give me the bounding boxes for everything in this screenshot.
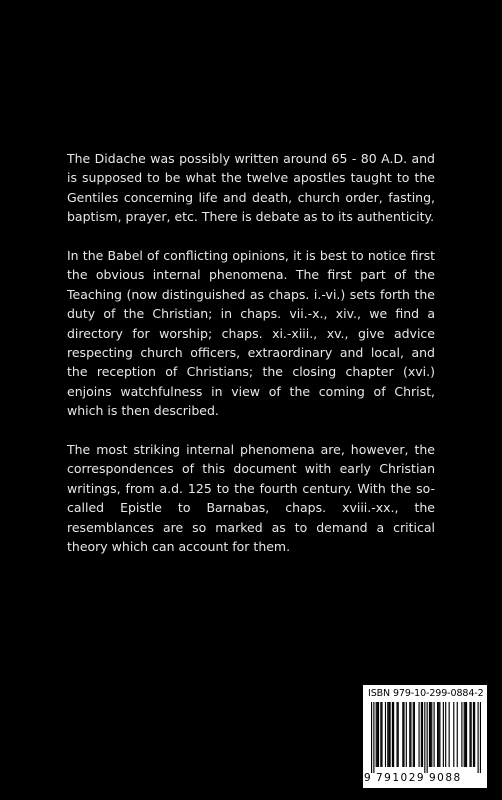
barcode-bar (413, 702, 414, 767)
barcode-bar (439, 702, 440, 767)
barcode-bar (430, 702, 431, 767)
barcode-bar (422, 702, 423, 767)
barcode-bar (445, 702, 446, 767)
barcode-digits-right: 9088 (429, 772, 462, 784)
barcode-bar (461, 702, 462, 767)
blurb-text (67, 149, 435, 576)
barcode-bar (464, 702, 465, 767)
barcode-bar (381, 702, 382, 767)
barcode-bar (478, 702, 479, 773)
barcode-bar (469, 702, 470, 767)
barcode-digits-left: 791029 (376, 772, 426, 784)
barcode-bar (427, 702, 428, 773)
barcode-bar (376, 702, 377, 767)
barcode-bar (437, 702, 438, 767)
barcode-bar (406, 702, 407, 767)
barcode-bar (465, 702, 466, 767)
barcode-bar (398, 702, 399, 767)
barcode-bar (418, 702, 419, 767)
barcode-bar (434, 702, 435, 767)
blurb-paragraph-2: In the Babel of conflicting opinions, it is best to notice first the obvious internal phenomena. The first part of the Teaching (now distinguished as chaps. i.-vi.) sets forth the duty of the Christian; in chaps. vii.-x., xiv., we find a directory for worship; chaps. xi.-xiii., xv., give advice respecting church officers, extraordinary and local, and the reception of Christians; the closing chapter (xvi.) enjoins watchfulness in view of the coming of Christ, which is then described. (67, 248, 435, 419)
barcode-bar (385, 702, 386, 767)
barcode-bar (466, 702, 467, 767)
barcode-bar (403, 702, 404, 767)
barcode-bar (471, 702, 472, 767)
barcode-bar (402, 702, 403, 767)
barcode-bar (443, 702, 444, 767)
barcode-bar (409, 702, 410, 767)
barcode-bar (388, 702, 389, 767)
barcode-bar (457, 702, 458, 767)
barcode-bar (378, 702, 379, 767)
barcode-bar (449, 702, 450, 767)
barcode-bar (421, 702, 422, 767)
barcode-bar (392, 702, 393, 767)
barcode-bar (393, 702, 394, 767)
barcode-bar (414, 702, 415, 767)
barcode-bar (473, 702, 474, 767)
barcode-bars (371, 702, 481, 773)
barcode-bar (373, 702, 374, 773)
barcode-bar (371, 702, 372, 773)
blurb-paragraph-1: The Didache was possibly written around 65 - 80 A.D. and is supposed to be what the twelve apostles taught to the Gentiles concerning life and death, church order, fasting, baptism, prayer, etc. There is debate as to its authenticity. (67, 151, 435, 225)
barcode-bar (438, 702, 439, 767)
barcode-bar (431, 702, 432, 767)
isbn-barcode (363, 685, 487, 788)
barcode-bar (377, 702, 378, 767)
barcode-bar (429, 702, 430, 767)
isbn-label: ISBN 979-10-299-0884-2 (368, 688, 484, 699)
barcode-bar (474, 702, 475, 767)
blurb-paragraph-3: The most striking internal phenomena are, however, the correspondences of this document with early Christian writings, from a.d. 125 to the fourth century. With the so-called Epistle to Barnabas, chaps. xviii.-xx., the resemblances are so marked as to demand a critical theory which can account for them. (67, 442, 435, 555)
barcode-bar (387, 702, 388, 767)
barcode-bar (380, 702, 381, 767)
barcode-bar (390, 702, 391, 767)
barcode-bar (396, 702, 397, 767)
barcode-bar (410, 702, 411, 767)
barcode-bar (453, 702, 454, 767)
barcode-digits (363, 772, 487, 788)
barcode-bar (424, 702, 425, 773)
barcode-digit-first: 9 (364, 772, 371, 784)
barcode-bar (480, 702, 481, 773)
